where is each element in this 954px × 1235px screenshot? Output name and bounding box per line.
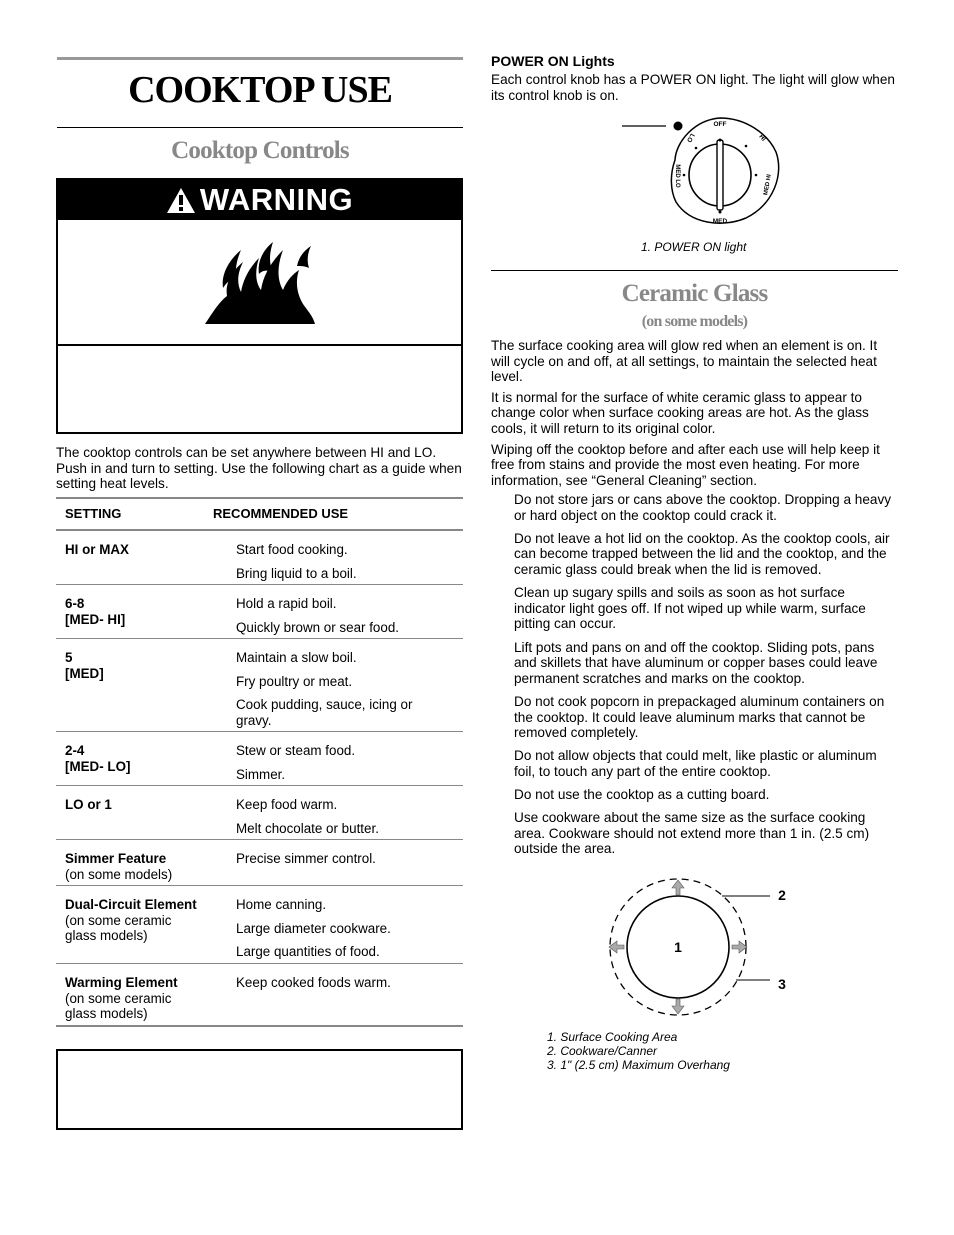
cooktop-controls-heading: Cooktop Controls — [171, 137, 349, 164]
table-header — [56, 497, 463, 531]
controls-intro: The cooktop controls can be set anywhere between HI and LO. Push in and turn to setting. Use the following chart as a guide when setting heat levels. — [56, 445, 462, 492]
warning-triangle-icon — [166, 187, 196, 214]
power-on-text: Each control knob has a POWER ON light. The light will glow when its control knob is on. — [491, 72, 895, 103]
table-row — [56, 840, 463, 886]
recommended-use: Start food cooking. — [236, 542, 348, 557]
setting-cell — [65, 975, 205, 1022]
title-underline — [57, 127, 463, 128]
recommended-use-cell — [236, 797, 451, 844]
table-row — [56, 585, 463, 639]
ceramic-glass-paragraphs — [491, 338, 899, 493]
power-on-light-icon — [674, 122, 683, 131]
recommended-use: Fry poultry or meat. — [236, 673, 353, 689]
use-column-header: RECOMMENDED USE — [213, 506, 349, 521]
recommended-use: Large quantities of food. — [236, 944, 380, 960]
ceramic-glass-heading: Ceramic Glass — [621, 280, 768, 307]
caption-line: 2. Cookware/Canner — [547, 1044, 658, 1058]
tip-item: Clean up sugary spills and soils as soon as hot surface indicator light goes off. If not wiped up while warm, surface pitting can occur. — [514, 585, 866, 632]
table-row — [56, 531, 463, 585]
recommended-use-cell — [236, 851, 451, 875]
table-body — [56, 531, 463, 1025]
recommended-use-cell — [236, 542, 451, 589]
page-title: COOKTOP USE — [128, 69, 392, 111]
knob-label-hi: HI — [757, 133, 767, 143]
heat-setting-table — [56, 497, 463, 1027]
tip-item: Do not leave a hot lid on the cooktop. As the cooktop cools, air can become trapped between the lid and the cooktop, and the ceramic glass could break when the lid is removed. — [514, 530, 890, 577]
ceramic-glass-subheading: (on some models) — [641, 313, 748, 330]
setting-cell — [65, 743, 205, 774]
recommended-use: Precise simmer control. — [236, 851, 376, 866]
diagram-label-1: 1 — [674, 939, 682, 955]
setting-note: (on some ceramic glass models) — [65, 912, 172, 944]
tip-item: Use cookware about the same size as the surface cooking area. Cookware should not extend more than 1 in. (2.5 cm) outside the area. — [514, 810, 870, 857]
setting-cell — [65, 797, 205, 813]
warning-label: WARNING — [199, 182, 354, 217]
knob-label-lo: LO — [685, 132, 696, 144]
knob-caption: 1. POWER ON light — [641, 240, 747, 254]
setting-note: (on some models) — [65, 866, 173, 882]
setting-cell — [65, 851, 205, 882]
fire-hazard-icon — [203, 240, 318, 326]
recommended-use: Maintain a slow boil. — [236, 650, 357, 665]
setting-note: (on some ceramic glass models) — [65, 990, 172, 1022]
caption-line: 1. Surface Cooking Area — [547, 1030, 678, 1044]
ceramic-paragraph: Wiping off the cooktop before and after each use will help keep it free from stains and provide the most even heating. For more information, see “General Cleaning” section. — [491, 441, 880, 488]
warning-box — [56, 178, 463, 434]
recommended-use: Keep cooked foods warm. — [236, 975, 391, 990]
setting-cell — [65, 596, 205, 627]
knob-label-off: OFF — [713, 121, 727, 128]
warning-divider — [58, 344, 461, 346]
setting-name: Dual-Circuit Element — [65, 897, 197, 912]
table-row — [56, 639, 463, 732]
setting-name: LO or 1 — [65, 797, 112, 812]
table-row — [56, 786, 463, 840]
diagram-label-3: 3 — [778, 976, 786, 992]
knob-label-med-hi: MED HI — [763, 173, 773, 196]
ceramic-glass-tips — [514, 492, 900, 865]
setting-cell — [65, 542, 205, 558]
caption-line: 3. 1" (2.5 cm) Maximum Overhang — [547, 1058, 730, 1072]
recommended-use: Bring liquid to a boil. — [236, 565, 357, 581]
ceramic-paragraph: It is normal for the surface of white ceramic glass to appear to change color when surface cooking areas are hot. As the glass cools, it will return to its original color. — [491, 389, 869, 436]
knob-label-med-lo: MED LO — [674, 164, 680, 188]
caution-box — [56, 1049, 463, 1130]
recommended-use-cell — [236, 975, 451, 999]
recommended-use: Large diameter cookware. — [236, 920, 391, 936]
knob-label-med: MED — [712, 218, 728, 225]
power-on-heading: POWER ON Lights — [491, 53, 615, 69]
table-row — [56, 964, 463, 1025]
recommended-use: Quickly brown or sear food. — [236, 619, 399, 635]
setting-name: 6-8 [MED- HI] — [65, 596, 126, 627]
ceramic-top-rule — [491, 270, 898, 271]
table-row — [56, 732, 463, 786]
tip-item: Do not allow objects that could melt, like plastic or aluminum foil, to touch any part of the entire cooktop. — [514, 748, 877, 779]
tip-item: Do not cook popcorn in prepackaged aluminum containers on the cooktop. It could leave aluminum marks that cannot be removed completely. — [514, 693, 885, 741]
ceramic-paragraph: The surface cooking area will glow red when an element is on. It will cycle on and off, at all settings, to maintain the selected heat level. — [491, 338, 878, 385]
cookware-overhang-diagram — [600, 875, 800, 1025]
table-bottom-rule — [56, 1025, 463, 1027]
setting-column-header: SETTING — [65, 506, 122, 521]
table-row — [56, 886, 463, 964]
warning-bar — [58, 180, 461, 220]
recommended-use-cell — [236, 897, 451, 968]
setting-name: Simmer Feature — [65, 851, 167, 866]
setting-name: Warming Element — [65, 975, 178, 990]
tip-item: Do not use the cooktop as a cutting board. — [514, 787, 770, 803]
diagram-captions — [547, 1030, 730, 1072]
diagram-label-2: 2 — [778, 887, 786, 903]
setting-cell — [65, 897, 205, 944]
recommended-use: Keep food warm. — [236, 797, 338, 812]
setting-name: 2-4 [MED- LO] — [65, 743, 131, 774]
recommended-use-cell — [236, 743, 451, 790]
recommended-use: Home canning. — [236, 897, 327, 912]
recommended-use: Stew or steam food. — [236, 743, 356, 758]
setting-name: HI or MAX — [65, 542, 129, 557]
tip-item: Do not store jars or cans above the cooktop. Dropping a heavy or hard object on the cooktop could crack it. — [514, 492, 892, 523]
top-rule — [57, 57, 463, 60]
recommended-use: Simmer. — [236, 766, 286, 782]
tip-item: Lift pots and pans on and off the cooktop. Sliding pots, pans and skillets that have aluminum or copper bases could leave permanent scratches and marks on the cooktop. — [514, 639, 878, 686]
recommended-use-cell — [236, 596, 451, 643]
recommended-use-cell — [236, 650, 451, 736]
control-knob-diagram — [618, 112, 783, 232]
setting-cell — [65, 650, 205, 681]
recommended-use: Cook pudding, sauce, icing or gravy. — [236, 697, 413, 728]
recommended-use: Melt chocolate or butter. — [236, 820, 379, 836]
setting-name: 5 [MED] — [65, 650, 104, 681]
recommended-use: Hold a rapid boil. — [236, 596, 337, 611]
